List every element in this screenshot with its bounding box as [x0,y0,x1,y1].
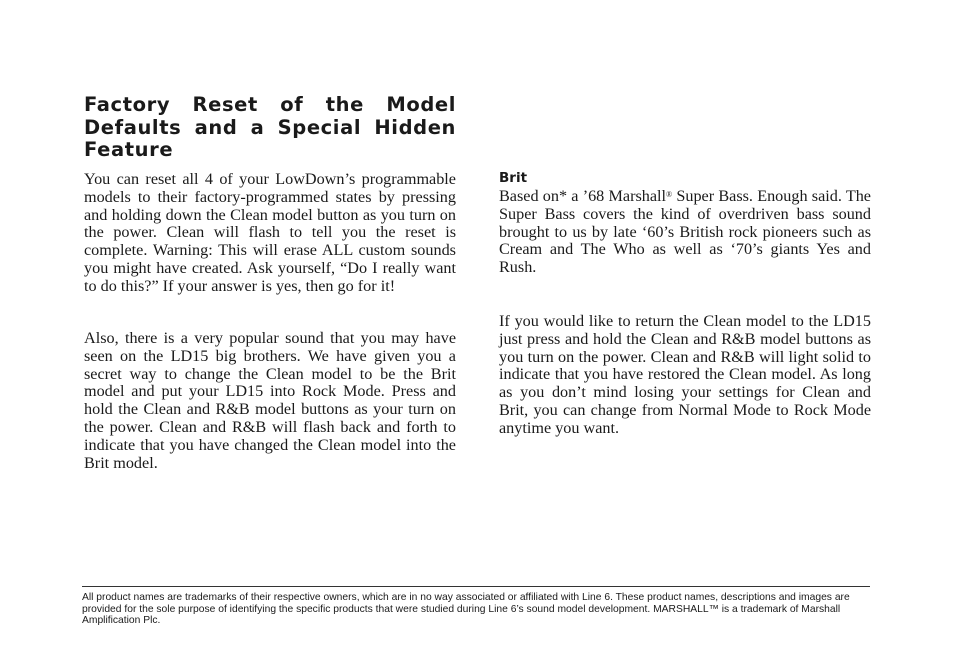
rock-mode-paragraph: Also, there is a very popular sound that you may have seen on the LD15 big brothers. We have given you a secret way to change the Clean model to be the Brit model and put your LD15 into Rock Mode. Press and hold the Clean and R&B model buttons as your turn on the power. Clean and R&B will flash back and forth to indicate that you have changed the Clean model into the Brit model. [84,329,456,472]
section-heading: Factory Reset of the Model Defaults and a Special Hidden Feature [84,93,456,161]
brit-text-rest: Super Bass. Enough said. The Super Bass covers the kind of overdriven bass sound brought to us by late ‘60’s British rock pioneers such as Cream and The Who as well as ‘70’s giants Yes and Rush. [499,187,871,277]
footer-divider [82,586,870,587]
restore-clean-paragraph: If you would like to return the Clean model to the LD15 just press and hold the Clean and R&B model buttons as you turn on the power. Clean and R&B will light solid to indicate that you have restored the Clean model. As long as you don’t mind losing your settings for Clean and Brit, you can change from Normal Mode to Rock Mode anytime you want. [499,312,871,437]
trademark-footnote: All product names are trademarks of their respective owners, which are in no way associated or affiliated with Line 6. These product names, descriptions and images are provided for the sole purpose of identifying the specific products that were studied during Line 6’s sound model development. MARSHALL™ is a trademark of Marshall Amplification Plc. [82,592,850,627]
brit-text-start: Based on* a ’68 Marshall [499,187,667,205]
registered-mark: ® [666,190,673,199]
reset-paragraph: You can reset all 4 of your LowDown’s programmable models to their factory-programmed states by pressing and holding down the Clean model button as you turn on the power. Clean will flash to tell you the reset is complete. Warning: This will erase ALL custom sounds you might have created. Ask yourself, “Do I really want to do this?” If your answer is yes, then go for it! [84,170,456,295]
brit-description-paragraph [499,188,871,277]
brit-subheading: Brit [499,170,528,186]
